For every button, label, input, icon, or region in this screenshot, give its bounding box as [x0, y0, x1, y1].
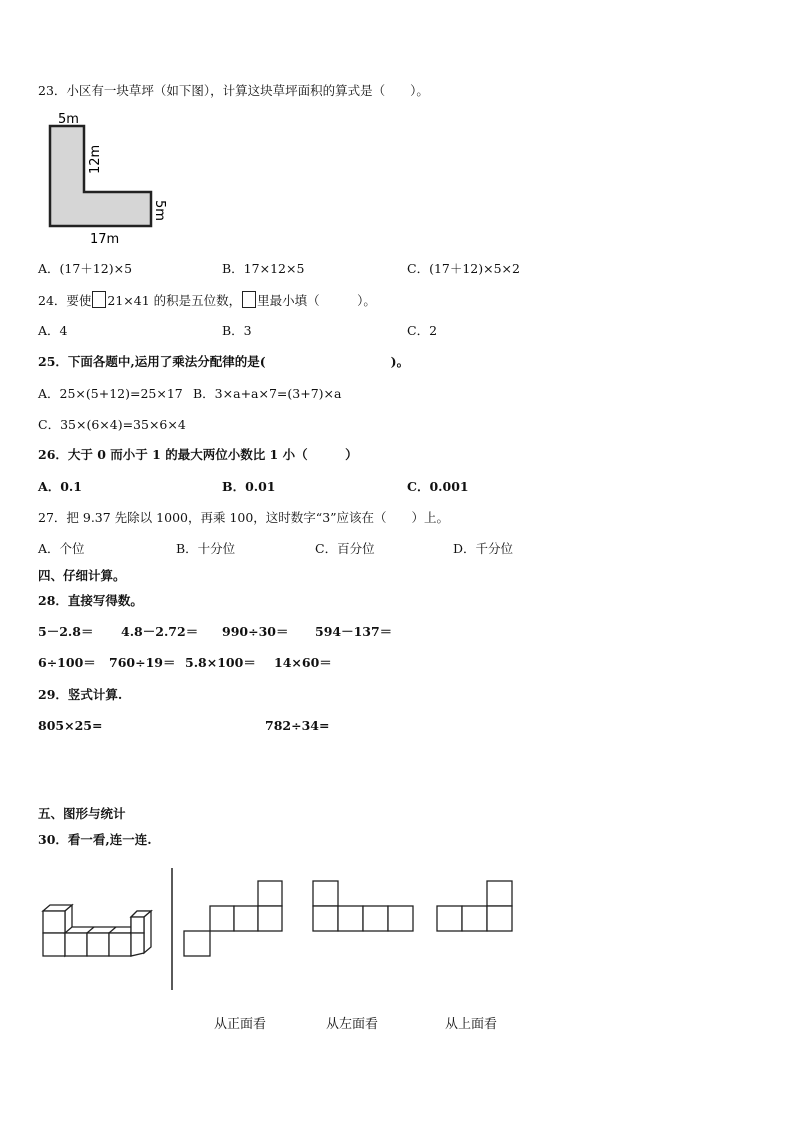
q28-item: 5－2.8＝ [38, 624, 94, 639]
section-5-heading: 五、图形与统计 [38, 806, 126, 821]
view-figure-2 [310, 878, 420, 938]
q23-option-c: C．(17＋12)×5×2 [407, 261, 520, 276]
label-right-5m: 5m [152, 200, 167, 221]
blank-box [242, 291, 256, 308]
label-12m: 12m [88, 144, 103, 174]
caption-front-view: 从正面看 [214, 1017, 267, 1032]
q27-option-b: B．十分位 [176, 541, 236, 556]
q27-stem: 27．把 9.37 先除以 1000，再乘 100，这时数字“3”应该在（ ）上。 [38, 510, 450, 525]
blank-box [92, 291, 106, 308]
q26-option-a: A．0.1 [38, 479, 82, 494]
q25-option-a: A．25×(5+12)=25×17 [38, 386, 183, 401]
q28-item: 760÷19＝ [109, 655, 176, 670]
q26-option-b: B．0.01 [222, 479, 276, 494]
q24-stem-part1: 24．要使 [38, 293, 92, 308]
q28-item: 4.8－2.72＝ [121, 624, 199, 639]
q27-option-a: A．个位 [38, 541, 85, 556]
q25-option-c: C．35×(6×4)=35×6×4 [38, 417, 186, 432]
caption-left-view: 从左面看 [326, 1017, 379, 1032]
q24-stem-part3: 里最小填（ ）。 [257, 293, 376, 308]
divider-line [170, 868, 174, 993]
caption-top-view: 从上面看 [445, 1017, 498, 1032]
q23-option-a: A．(17＋12)×5 [38, 261, 133, 276]
q29-stem: 29．竖式计算. [38, 687, 123, 702]
lawn-l-shape-figure [40, 110, 180, 250]
label-top-5m: 5m [58, 112, 79, 127]
q24-option-b: B．3 [222, 323, 252, 338]
q25-stem: 25．下面各题中,运用了乘法分配律的是( )。 [38, 354, 410, 369]
q23-stem: 23．小区有一块草坪（如下图），计算这块草坪面积的算式是（ ）。 [38, 83, 429, 98]
q27-option-c: C．百分位 [315, 541, 375, 556]
q28-item: 6÷100＝ [38, 655, 96, 670]
q29-item: 782÷34= [265, 718, 330, 733]
q27-option-d: D．千分位 [453, 541, 514, 556]
q28-item: 990÷30＝ [222, 624, 289, 639]
view-figure-3 [434, 878, 524, 938]
q28-item: 5.8×100＝ [185, 655, 256, 670]
q29-item: 805×25= [38, 718, 103, 733]
q30-stem: 30．看一看,连一连. [38, 832, 152, 847]
q26-option-c: C．0.001 [407, 479, 469, 494]
view-figure-1 [180, 878, 290, 958]
label-17m: 17m [90, 232, 120, 247]
cube-stack-3d-figure [40, 895, 175, 975]
q24-option-a: A．4 [38, 323, 68, 338]
q24-stem-part2: 21×41 的积是五位数， [107, 293, 242, 308]
q24-stem [38, 291, 376, 309]
q23-option-b: B．17×12×5 [222, 261, 305, 276]
q25-option-b: B．3×a+a×7=(3+7)×a [193, 386, 342, 401]
q28-item: 594－137＝ [315, 624, 393, 639]
q24-option-c: C．2 [407, 323, 438, 338]
q28-stem: 28．直接写得数。 [38, 593, 143, 608]
q26-stem: 26．大于 0 而小于 1 的最大两位小数比 1 小（ ） [38, 447, 358, 462]
q28-item: 14×60＝ [274, 655, 332, 670]
section-4-heading: 四、仔细计算。 [38, 568, 126, 583]
